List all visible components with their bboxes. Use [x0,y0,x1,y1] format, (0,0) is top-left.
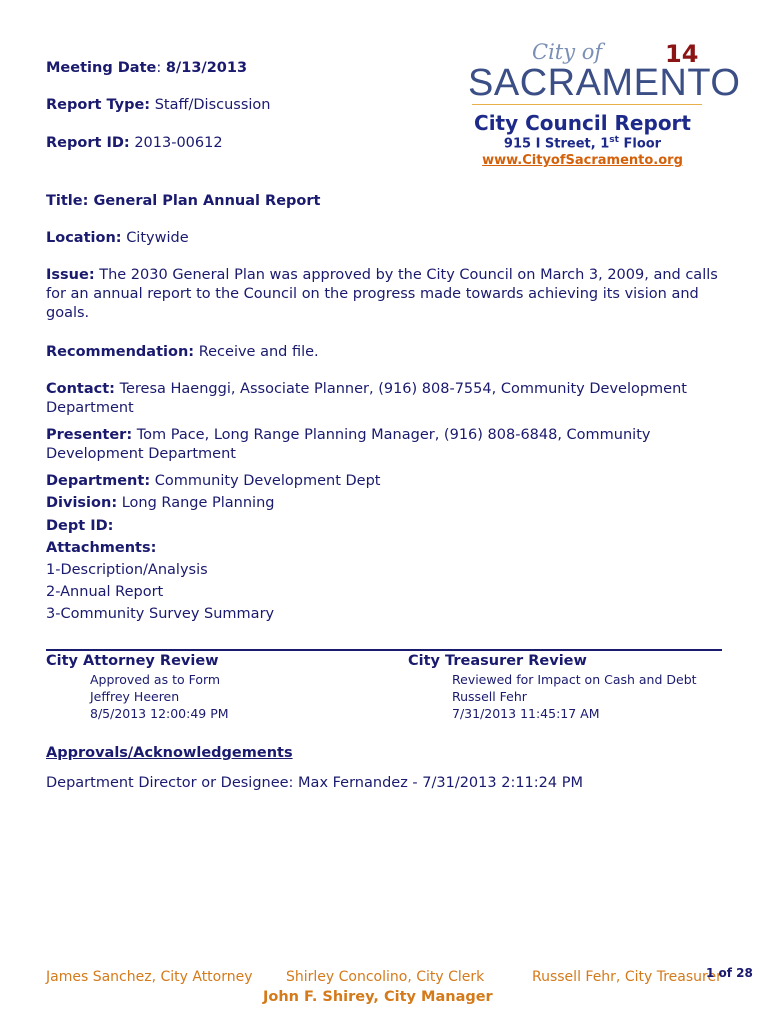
logo-sacramento: SACRAMENTO [468,62,741,104]
meeting-date-value: 8/13/2013 [165,60,248,76]
report-id-label: Report ID: [46,135,130,151]
logo-city-of: City of [532,40,603,64]
attorney-review-heading: City Attorney Review [46,653,219,669]
treasurer-review [408,653,697,722]
report-type [46,97,270,113]
attachment-item: 1-Description/Analysis [46,562,208,578]
issue: Issue: The 2030 General Plan was approved by the City Council on March 3, 2009, and calls for an annual report to the Council on the progress made towards achieving its vision and goals. [46,267,718,321]
dept-id: Dept ID: [46,518,114,534]
website-link[interactable]: www.CityofSacramento.org [482,153,683,168]
city-address: 915 I Street, 1st Floor [503,135,662,152]
attachments-heading: Attachments: [46,540,157,556]
report-type-value: Staff/Discussion [154,97,271,113]
footer-attorney: James Sanchez, City Attorney [46,969,253,985]
attorney-review-line: 8/5/2013 12:00:49 PM [90,706,229,721]
treasurer-review-line: 7/31/2013 11:45:17 AM [452,706,600,721]
report-type-label: Report Type: [46,97,151,113]
attorney-review-line: Approved as to Form [90,672,221,687]
approval-line: Department Director or Designee: Max Fernandez - 7/31/2013 2:11:24 PM [46,775,583,791]
report-id-value: 2013-00612 [134,135,223,151]
footer-manager: John F. Shirey, City Manager [263,989,493,1005]
meeting-date-label: Meeting Date [46,60,157,76]
recommendation: Recommendation: Receive and file. [46,344,319,360]
treasurer-review-line: Reviewed for Impact on Cash and Debt [452,672,697,687]
presenter: Presenter: Tom Pace, Long Range Planning Manager, (916) 808-6848, Community Development Department [46,427,651,462]
footer-clerk: Shirley Concolino, City Clerk [286,969,485,985]
meeting-date: Meeting Date: 8/13/2013 [46,60,248,76]
attachment-item: 3-Community Survey Summary [46,606,275,622]
report-title: Title: General Plan Annual Report [46,193,321,209]
attorney-review-line: Jeffrey Heeren [90,689,180,704]
logo-divider [472,104,702,105]
attachment-item: 2-Annual Report [46,584,164,600]
treasurer-review-line: Russell Fehr [452,689,527,704]
page-number: 1 of 28 [706,966,753,980]
division: Division: Long Range Planning [46,495,275,511]
department: Department: Community Development Dept [46,473,381,489]
contact: Contact: Teresa Haenggi, Associate Planner, (916) 808-7554, Community Development Department [46,381,687,416]
approvals-heading: Approvals/Acknowledgements [46,745,293,761]
treasurer-review-heading: City Treasurer Review [408,653,587,669]
report-heading: City Council Report [474,111,691,135]
location: Location: Citywide [46,230,189,246]
attorney-review [46,653,229,722]
report-id [46,135,223,151]
item-number: 14 [665,40,699,68]
section-divider [46,649,722,651]
footer-treasurer: Russell Fehr, City Treasurer [532,969,722,985]
